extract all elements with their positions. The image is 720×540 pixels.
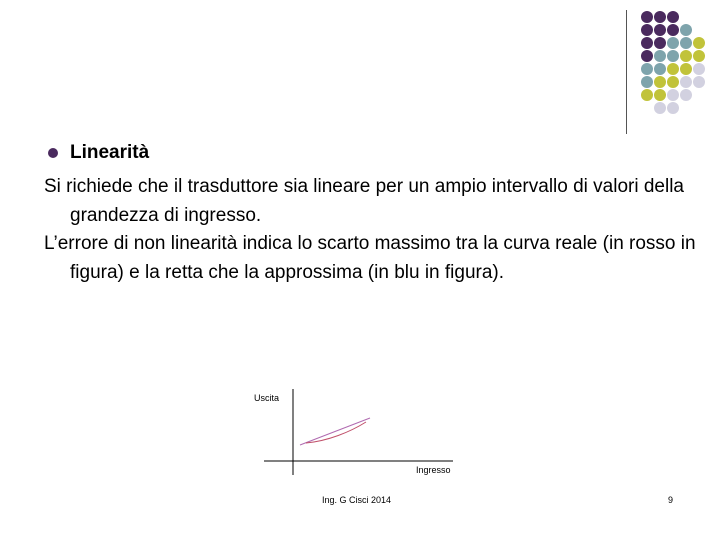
dot-r7c1	[654, 102, 666, 114]
dot-r5c1	[654, 76, 666, 88]
dot-r5c4	[693, 76, 705, 88]
dot-r2c2	[667, 37, 679, 49]
page-number: 9	[668, 495, 674, 505]
dot-r2c1	[654, 37, 666, 49]
dot-r4c1	[654, 63, 666, 75]
bullet-heading: Linearità	[70, 142, 150, 163]
dot-r0c1	[654, 11, 666, 23]
dot-r3c2	[667, 50, 679, 62]
dot-r4c3	[680, 63, 692, 75]
linearity-figure	[254, 385, 468, 485]
dot-r2c4	[693, 37, 705, 49]
dot-r7c2	[667, 102, 679, 114]
dot-r3c4	[693, 50, 705, 62]
dot-r4c4	[693, 63, 705, 75]
dot-r6c0	[641, 89, 653, 101]
footer-author: Ing. G Cisci 2014	[322, 495, 392, 505]
divider-line	[626, 10, 627, 134]
dot-r0c2	[667, 11, 679, 23]
x-axis-label: Ingresso	[416, 465, 451, 475]
real-curve	[306, 422, 366, 443]
dot-r4c0	[641, 63, 653, 75]
dot-r6c2	[667, 89, 679, 101]
bullet-icon	[48, 148, 58, 158]
dot-r1c1	[654, 24, 666, 36]
paragraph-requirement: Si richiede che il trasduttore sia lineare per un ampio intervallo di valori della grandezza di ingresso.	[44, 176, 684, 226]
dot-r1c0	[641, 24, 653, 36]
dot-r3c1	[654, 50, 666, 62]
dot-r3c0	[641, 50, 653, 62]
y-axis-label: Uscita	[254, 393, 280, 403]
paragraph-nonlinearity: L’errore di non linearità indica lo scarto massimo tra la curva reale (in rosso in figura) e la retta che la approssima (in blu in figura).	[44, 233, 696, 283]
dot-r4c2	[667, 63, 679, 75]
dot-r6c1	[654, 89, 666, 101]
dot-r5c3	[680, 76, 692, 88]
dot-r5c2	[667, 76, 679, 88]
dot-r0c0	[641, 11, 653, 23]
dot-r1c3	[680, 24, 692, 36]
dot-r5c0	[641, 76, 653, 88]
dot-r6c3	[680, 89, 692, 101]
dot-r1c2	[667, 24, 679, 36]
dot-r3c3	[680, 50, 692, 62]
approximating-line	[300, 418, 370, 445]
dot-r2c3	[680, 37, 692, 49]
dot-r2c0	[641, 37, 653, 49]
